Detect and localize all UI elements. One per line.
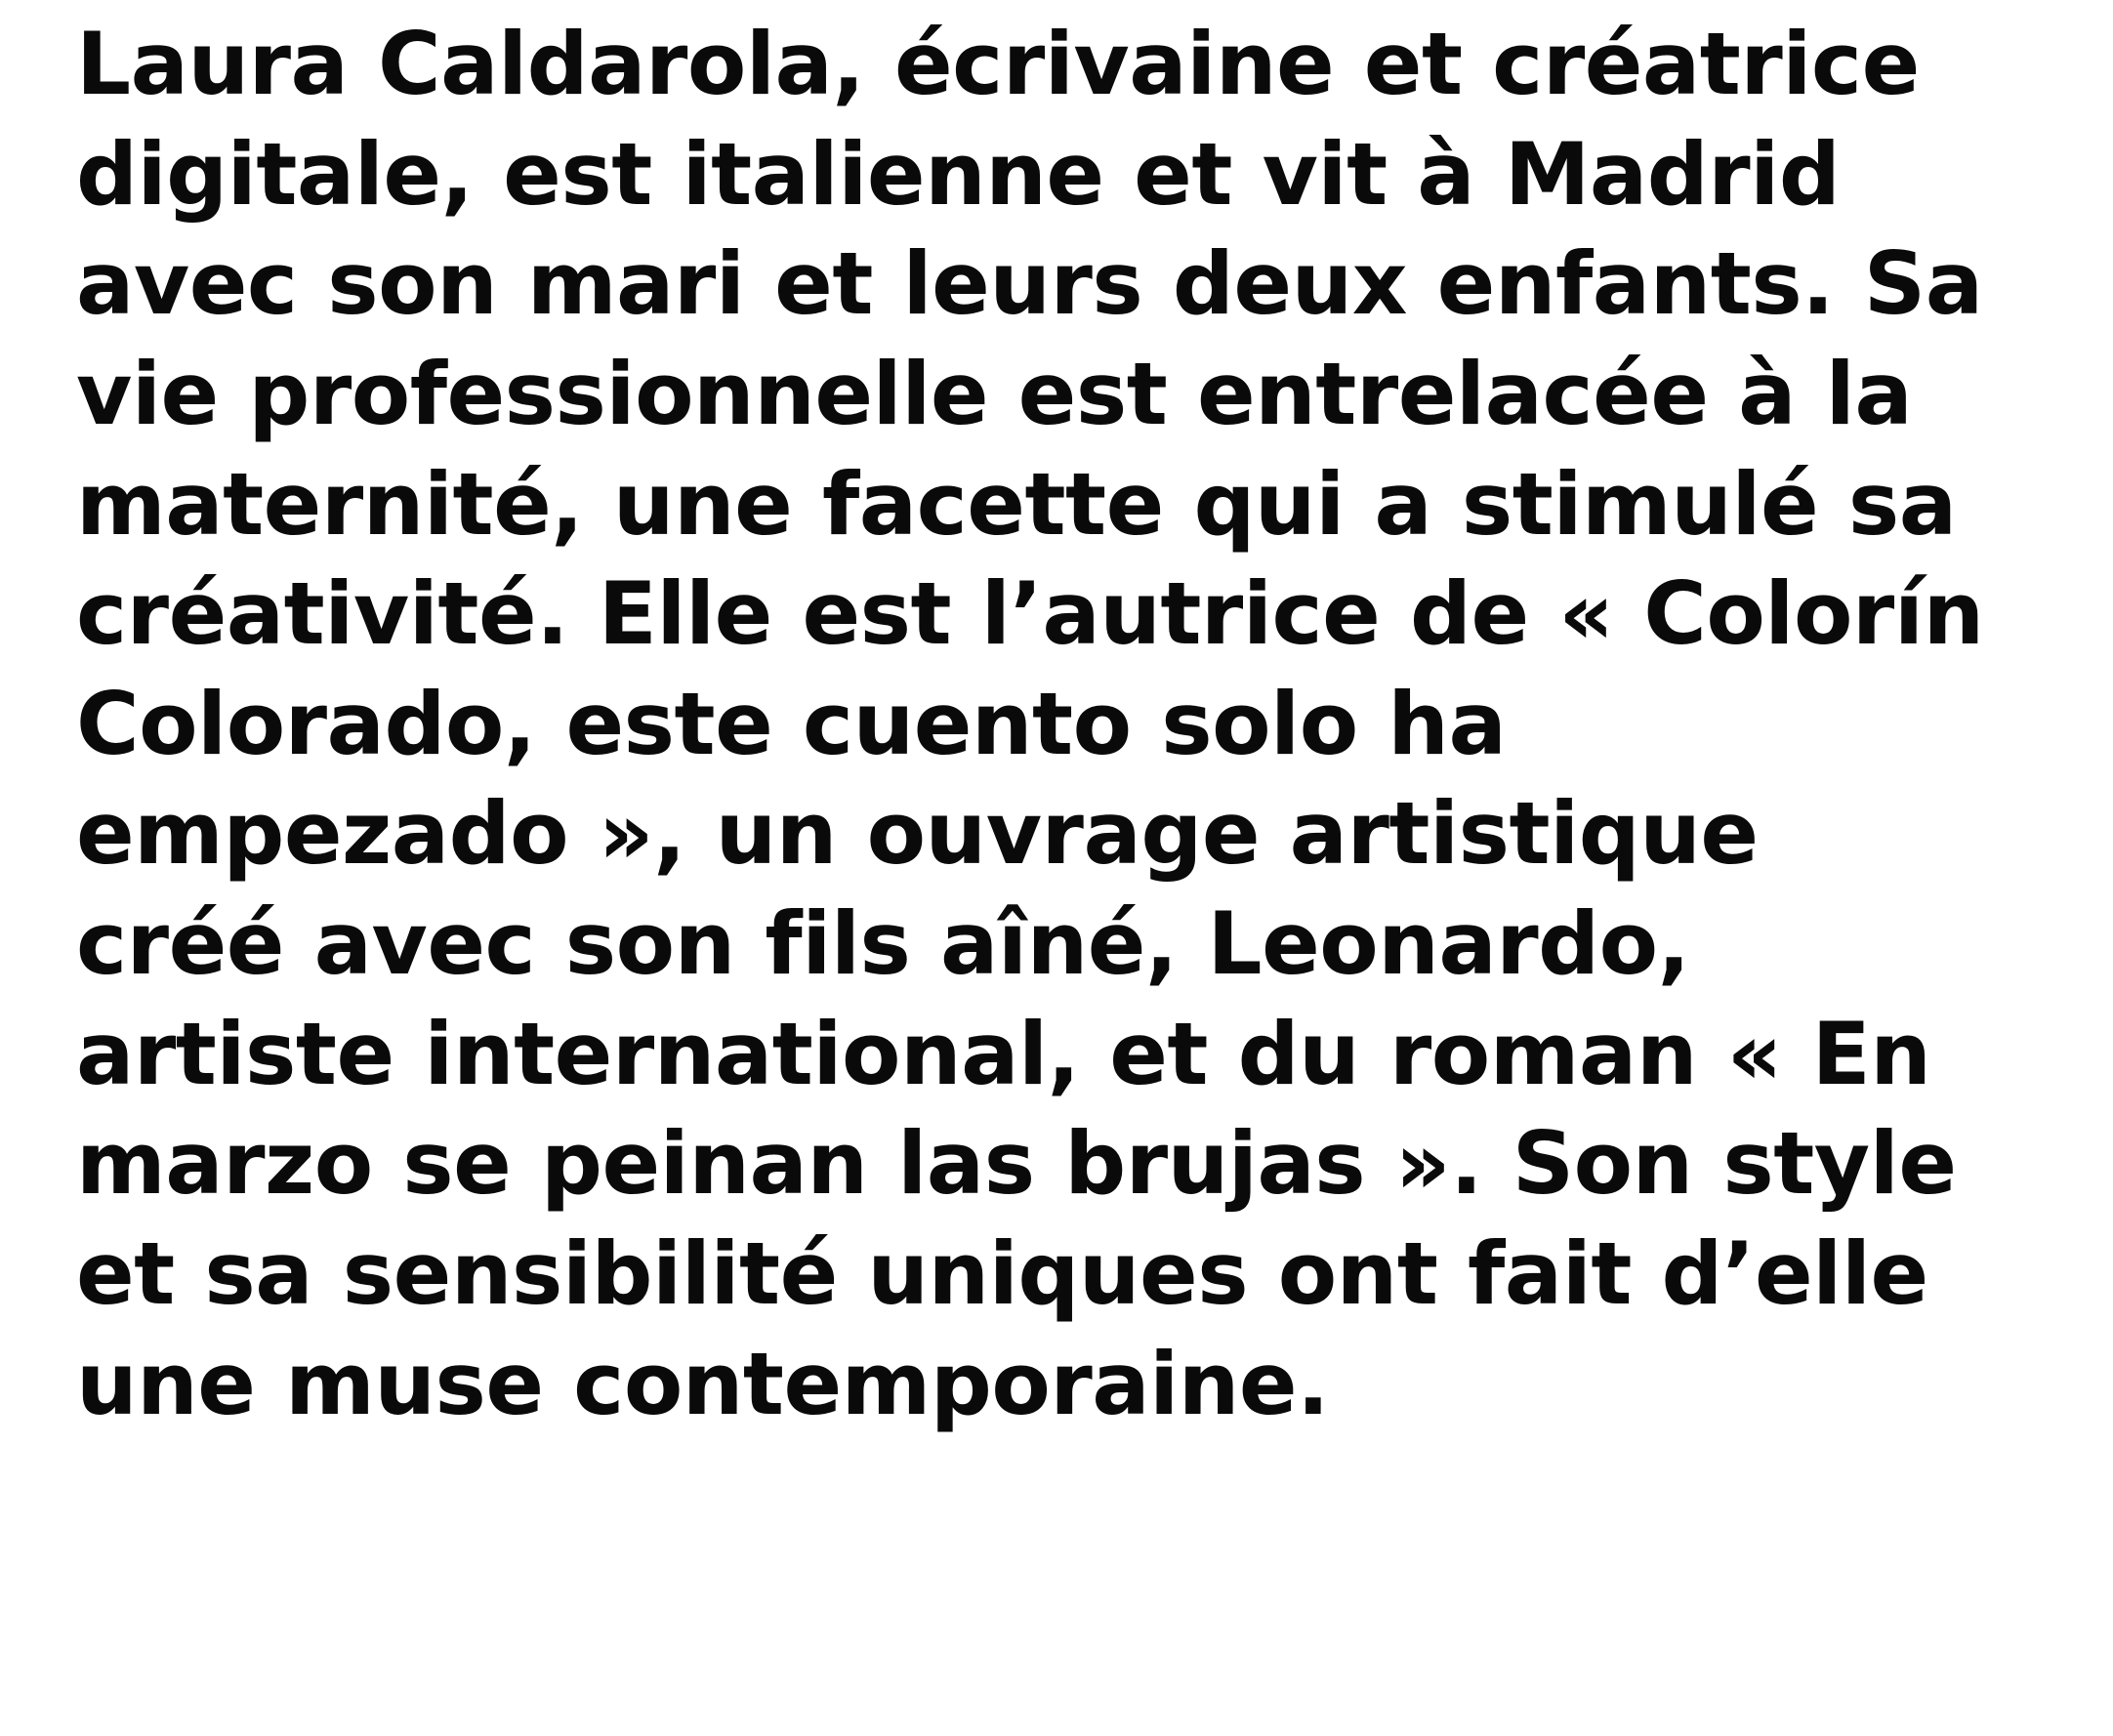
biography-paragraph: Laura Caldarola, écrivaine et créatrice digitale, est italienne et vit à Madrid avec son mari et leurs deux enfants. Sa vie professionnelle est entrelacée à la maternité, une facette qui a stimulé sa créativité. Elle est l’autrice de « Colorín Colorado, este cuento solo ha empezado », un ouvrage artistique créé avec son fils aîné, Leonardo, artiste international, et du roman « En marzo se peinan las brujas ». Son style et sa sensibilité uniques ont fait d’elle une muse contemporaine.: [76, 14, 2014, 1434]
